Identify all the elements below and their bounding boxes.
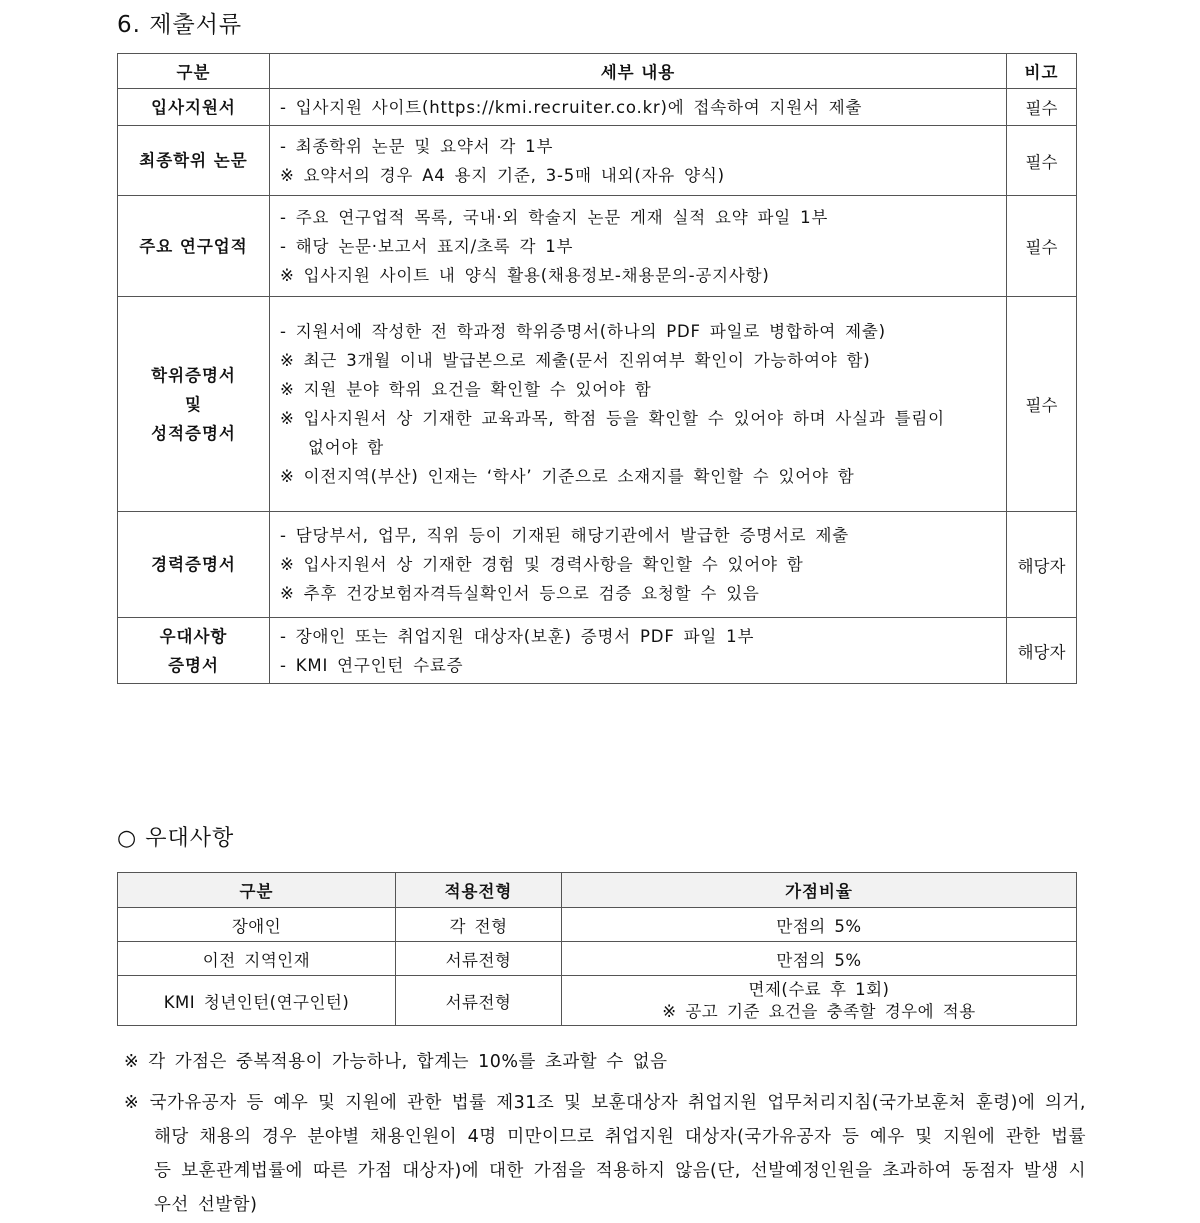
header-stage: 적용전형	[396, 873, 562, 908]
row-category: 최종학위 논문	[118, 126, 270, 196]
documents-table-header	[118, 54, 1077, 89]
table-row	[118, 976, 1077, 1026]
note-max-bonus: ※ 각 가점은 중복적용이 가능하나, 합계는 10%를 초과할 수 없음	[124, 1052, 668, 1072]
row-note: 필수	[1007, 126, 1077, 196]
header-ratio: 가점비율	[562, 873, 1077, 908]
row-category: 주요 연구업적	[118, 196, 270, 297]
header-category: 구분	[118, 873, 396, 908]
row-ratio: 만점의 5%	[562, 908, 1077, 942]
row-category: 입사지원서	[118, 89, 270, 126]
row-note: 필수	[1007, 297, 1077, 512]
row-details: - 주요 연구업적 목록, 국내·외 학술지 논문 게재 실적 요약 파일 1부 - 해당 논문·보고서 표지/초록 각 1부 ※ 입사지원 사이트 내 양식 활용(채용정보-채용문의-공지사항)	[270, 196, 1007, 297]
section-title: 6. 제출서류	[117, 12, 243, 38]
preference-table-header	[118, 873, 1077, 908]
row-details: - 지원서에 작성한 전 학과정 학위증명서(하나의 PDF 파일로 병합하여 제출) ※ 최근 3개월 이내 발급본으로 제출(문서 진위여부 확인이 가능하여야 함) ※ 지원 분야 학위 요건을 확인할 수 있어야 함 ※ 입사지원서 상 기재한 교육과목, 학점 등을 확인할 수 있어야 하며 사실과 틀림이 없어야 함 ※ 이전지역(부산) 인재는 ‘학사’ 기준으로 소재지를 확인할 수 있어야 함	[270, 297, 1007, 512]
row-stage: 서류전형	[396, 942, 562, 976]
table-row	[118, 618, 1077, 684]
row-details: - 최종학위 논문 및 요약서 각 1부 ※ 요약서의 경우 A4 용지 기준, 3-5매 내외(자유 양식)	[270, 126, 1007, 196]
row-category: 이전 지역인재	[118, 942, 396, 976]
row-details: - 장애인 또는 취업지원 대상자(보훈) 증명서 PDF 파일 1부 - KMI 연구인턴 수료증	[270, 618, 1007, 684]
table-row	[118, 196, 1077, 297]
row-stage: 서류전형	[396, 976, 562, 1026]
row-category: 장애인	[118, 908, 396, 942]
row-note: 필수	[1007, 89, 1077, 126]
row-category: KMI 청년인턴(연구인턴)	[118, 976, 396, 1026]
note-veterans: ※ 국가유공자 등 예우 및 지원에 관한 법률 제31조 및 보훈대상자 취업지원 업무처리지침(국가보훈처 훈령)에 의거, 해당 채용의 경우 분야별 채용인원이 4명 미만이므로 취업지원 대상자(국가유공자 등 예우 및 지원에 관한 법률 등 보훈관계법률에 따른 가점 대상자)에 대한 가점을 적용하지 않음(단, 선발예정인원을 초과하여 동점자 발생 시 우선 선발함)	[124, 1093, 1086, 1215]
row-note: 해당자	[1007, 512, 1077, 618]
row-category: 우대사항 증명서	[118, 618, 270, 684]
header-note: 비고	[1007, 54, 1077, 89]
row-category: 학위증명서 및 성적증명서	[118, 297, 270, 512]
header-details: 세부 내용	[270, 54, 1007, 89]
row-ratio: 면제(수료 후 1회) ※ 공고 기준 요건을 충족할 경우에 적용	[562, 976, 1077, 1026]
table-row	[118, 512, 1077, 618]
table-row	[118, 942, 1077, 976]
documents-table	[117, 53, 1077, 684]
table-row	[118, 89, 1077, 126]
row-stage: 각 전형	[396, 908, 562, 942]
preference-table	[117, 872, 1077, 1026]
table-row	[118, 126, 1077, 196]
row-details: - 담당부서, 업무, 직위 등이 기재된 해당기관에서 발급한 증명서로 제출 ※ 입사지원서 상 기재한 경험 및 경력사항을 확인할 수 있어야 함 ※ 추후 건강보험자격득실확인서 등으로 검증 요청할 수 있음	[270, 512, 1007, 618]
row-note: 필수	[1007, 196, 1077, 297]
row-ratio: 만점의 5%	[562, 942, 1077, 976]
row-details: - 입사지원 사이트(https://kmi.recruiter.co.kr)에 접속하여 지원서 제출	[270, 89, 1007, 126]
preference-title: ○ 우대사항	[117, 826, 235, 851]
row-note: 해당자	[1007, 618, 1077, 684]
table-row	[118, 297, 1077, 512]
row-category: 경력증명서	[118, 512, 270, 618]
table-row	[118, 908, 1077, 942]
header-category: 구분	[118, 54, 270, 89]
